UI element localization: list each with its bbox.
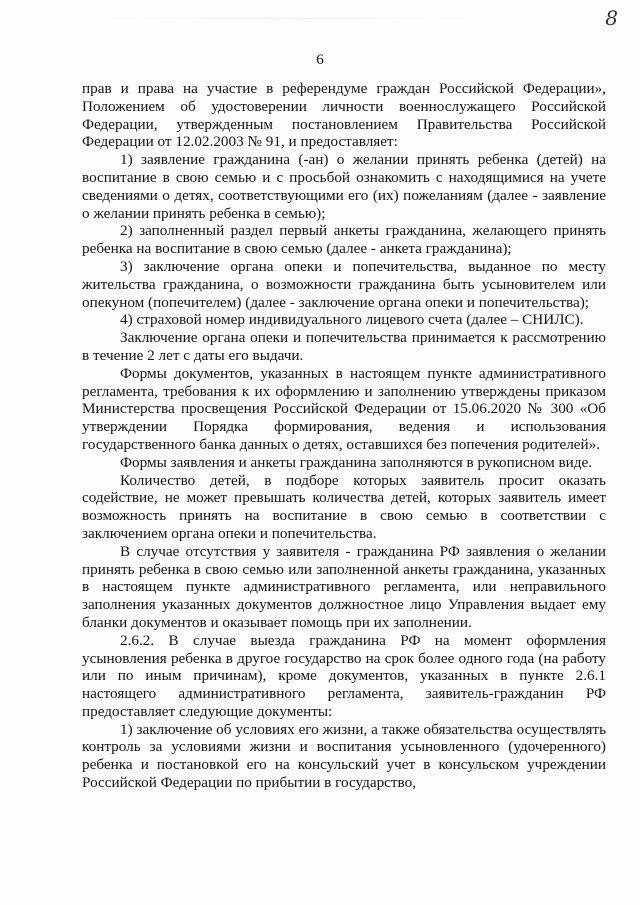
paragraph-item-4-snils: 4) страховой номер индивидуального лицевого счета (далее – СНИЛС).: [120, 311, 584, 329]
paragraph-section-2-6-2: 2.6.2. В случае выезда гражданина РФ на момент оформления усыновления ребенка в другое государство на срок более одного года (на работу или по иным причинам), кроме документов, указанных в пункте 2.6.1 настоящего административного регламента, заявитель-гражданин РФ предоставляет следующие документы:: [82, 631, 606, 720]
paragraph-handwritten-forms: Формы заявления и анкеты гражданина заполняются в рукописном виде.: [120, 453, 593, 471]
paragraph-number-of-children: Количество детей, в подборе которых заявитель просит оказать содействие, не может превышать количества детей, которых заявитель имеет возможность принять на воспитание в свою семью в соответствии с заключением органа опеки и попечительства.: [82, 471, 606, 542]
paragraph-missing-documents: В случае отсутствия у заявителя - гражданина РФ заявления о желании принять ребенка в свою семью или заполненной анкеты гражданина, указанных в настоящем пункте административного регламента, или неправильного заполнения указанных документов должностное лицо Управления выдает ему бланки документов и оказывает помощь при их заполнении.: [82, 542, 606, 631]
paragraph-living-conditions: 1) заключение об условиях его жизни, а также обязательства осуществлять контроль за условиями жизни и воспитания усыновленного (удочеренного) ребенка и постановкой его на консульский учет в консульском учреждении Российской Федерации по прибытии в государство,: [82, 720, 606, 792]
handwritten-page-mark: 8: [605, 6, 618, 30]
paragraph-item-3-guardianship-conclusion: 3) заключение органа опеки и попечительства, выданное по месту жительства гражданина, о возможности гражданина быть усыновителем или опекуном (попечителем) (далее - заключение органа опеки и попечительства);: [82, 257, 606, 311]
document-body: [82, 80, 606, 792]
scan-artifact-line: [70, 18, 500, 19]
page-number: 6: [316, 52, 324, 68]
paragraph-item-1-application: 1) заявление гражданина (-ан) о желании принять ребенка (детей) на воспитание в свою семью и с просьбой ознакомить с находящимися на учете сведениями о детях, соответствующими его (их) пожеланиям (далее - заявление о желании принять ребенка в семью);: [82, 151, 606, 222]
paragraph-conclusion-validity: Заключение органа опеки и попечительства принимается к рассмотрению в течение 2 лет с даты его выдачи.: [82, 329, 606, 364]
paragraph-continuation: прав и права на участие в референдуме граждан Российской Федерации», Положением об удостоверении личности военнослужащего Российской Федерации, утвержденным постановлением Правительства Российской Федерации от 12.02.2003 № 91, и предоставляет:: [82, 80, 606, 151]
paragraph-document-forms: Формы документов, указанных в настоящем пункте административного регламента, требования к их оформлению и заполнению утверждены приказом Министерства просвещения Российской Федерации от 15.06.2020 № 300 «Об утверждении Порядка формирования, ведения и использования государственного банка данных о детях, оставшихся без попечения родителей».: [82, 364, 606, 453]
paragraph-item-2-questionnaire: 2) заполненный раздел первый анкеты гражданина, желающего принять ребенка на воспитание в свою семью (далее - анкета гражданина);: [82, 222, 606, 258]
